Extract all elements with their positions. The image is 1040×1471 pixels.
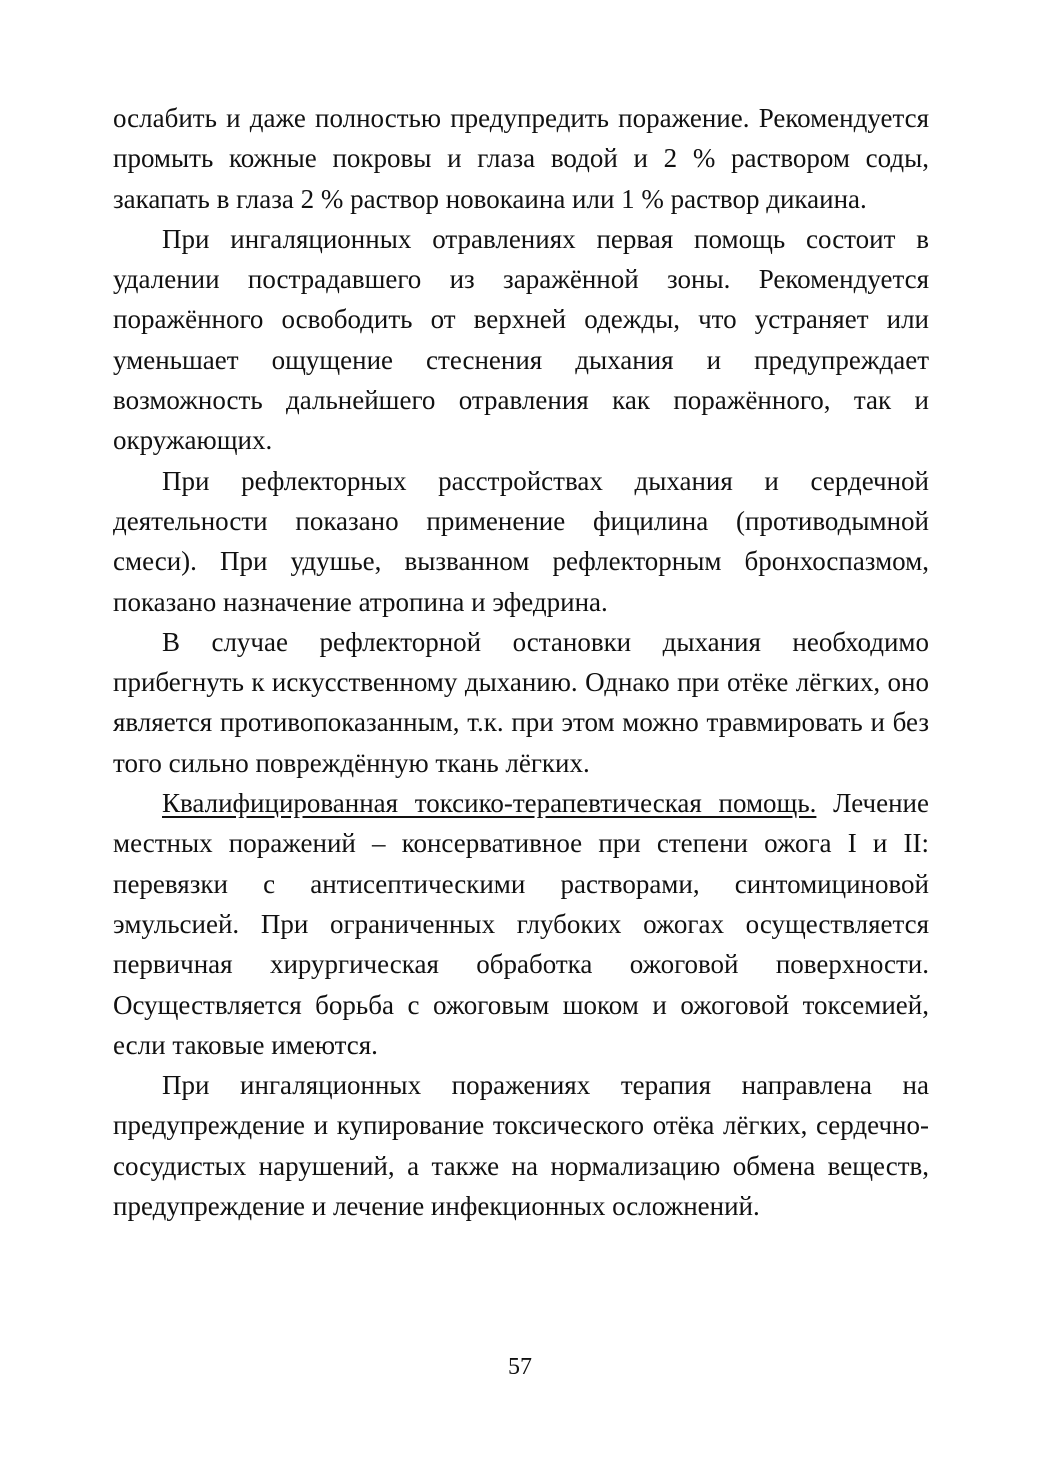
paragraph-inhalation-first-aid: При ингаляционных отравлениях первая помощь состоит в удалении пострадавшего из заражённой зоны. Рекомендуется поражённого освободить от верхней одежды, что устраняет или уменьшает ощущение стеснения дыхания и предупреждает возможность дальнейшего отравления как поражённого, так и окружающих. (113, 223, 929, 456)
paragraph-qualified-help (113, 783, 929, 1065)
page-body (113, 98, 929, 1226)
paragraph-reflex-disorders: При рефлекторных расстройствах дыхания и сердечной деятельности показано применение фицилина (противодымной смеси). При удушье, вызванном рефлекторным бронхоспазмом, показано назначение атропина и эфедрина. (113, 465, 929, 617)
paragraph-inhalation-therapy: При ингаляционных поражениях терапия направлена на предупреждение и купирование токсического отёка лёгких, сердечно-сосудистых нарушений, а также на нормализацию обмена веществ, предупреждение и лечение инфекционных осложнений. (113, 1070, 929, 1222)
page-number: 57 (508, 1354, 532, 1380)
paragraph-continued: ослабить и даже полностью предупредить поражение. Рекомендуется промыть кожные покровы и глаза водой и 2 % раствором соды, закапать в глаза 2 % раствор новокаина или 1 % раствор дикаина. (113, 103, 929, 214)
qualified-help-text: Лечение местных поражений – консервативное при степени ожога I и II: перевязки с антисептическими растворами, синтомициновой эмульсией. При ограниченных глубоких ожогах осуществляется первичная хирургическая обработка ожоговой поверхности. Осуществляется борьба с ожоговым шоком и ожоговой токсемией, если таковые имеются. (113, 788, 929, 1060)
paragraph-respiratory-arrest: В случае рефлекторной остановки дыхания необходимо прибегнуть к искусственному дыханию. Однако при отёке лёгких, оно является противопоказанным, т.к. при этом можно травмировать и без того сильно повреждённую ткань лёгких. (113, 626, 929, 778)
qualified-help-heading: Квалифицированная токсико-терапевтическая помощь. (162, 788, 817, 819)
